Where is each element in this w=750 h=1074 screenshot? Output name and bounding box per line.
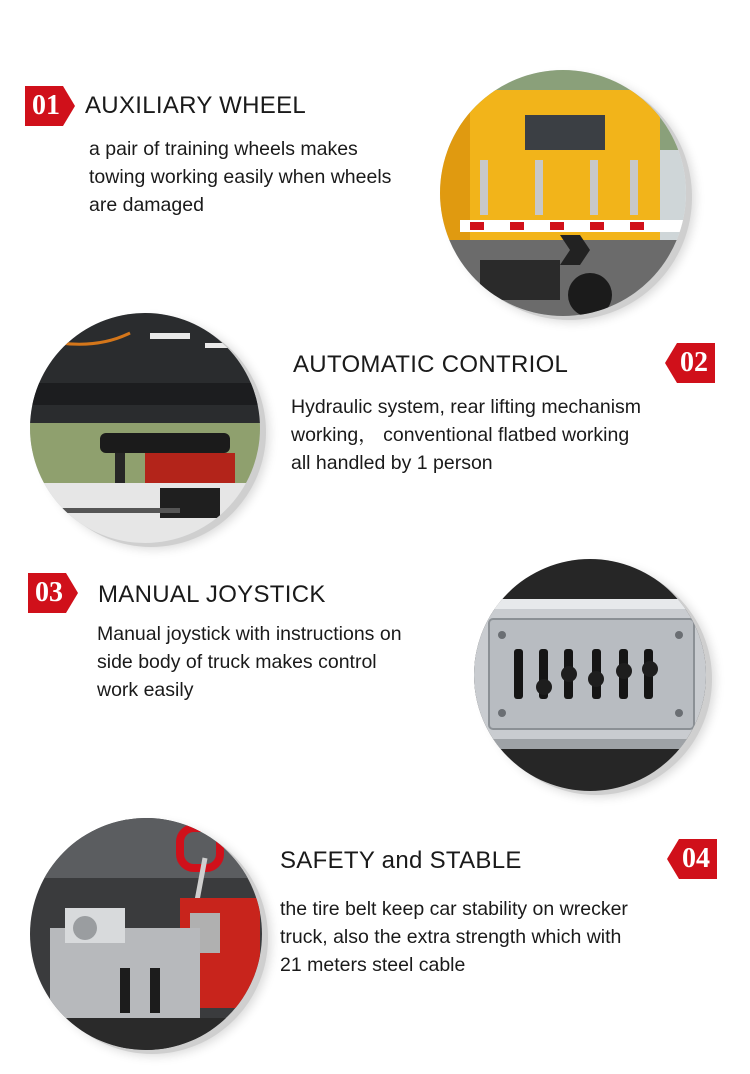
feature-description: the tire belt keep car stability on wrecker truck, also the extra strength which with 21 meters steel cable [280,898,628,976]
joystick-panel-photo [474,559,706,791]
badge-number: 01 [32,90,60,121]
badge-number: 04 [682,843,710,874]
winch-cable-photo [30,818,262,1050]
number-badge [667,839,717,879]
hydraulic-underbody-photo [30,313,260,543]
feature-title: AUXILIARY WHEEL [85,92,307,119]
feature-description: Manual joystick with instructions on side body of truck makes control work easily [97,623,402,701]
number-badge [25,86,75,126]
feature-description: Hydraulic system, rear lifting mechanism working， conventional flatbed working all handled by 1 person [291,396,642,474]
yellow-flatbed-truck-photo [440,70,686,316]
badge-number: 02 [680,347,708,378]
feature-title: AUTOMATIC CONTRIOL [293,351,569,378]
badge-number: 03 [35,577,63,608]
feature-title: MANUAL JOYSTICK [98,581,326,608]
number-badge [665,343,715,383]
feature-title: SAFETY and STABLE [280,847,522,874]
feature-description: a pair of training wheels makes towing working easily when wheels are damaged [89,138,392,216]
number-badge [28,573,78,613]
